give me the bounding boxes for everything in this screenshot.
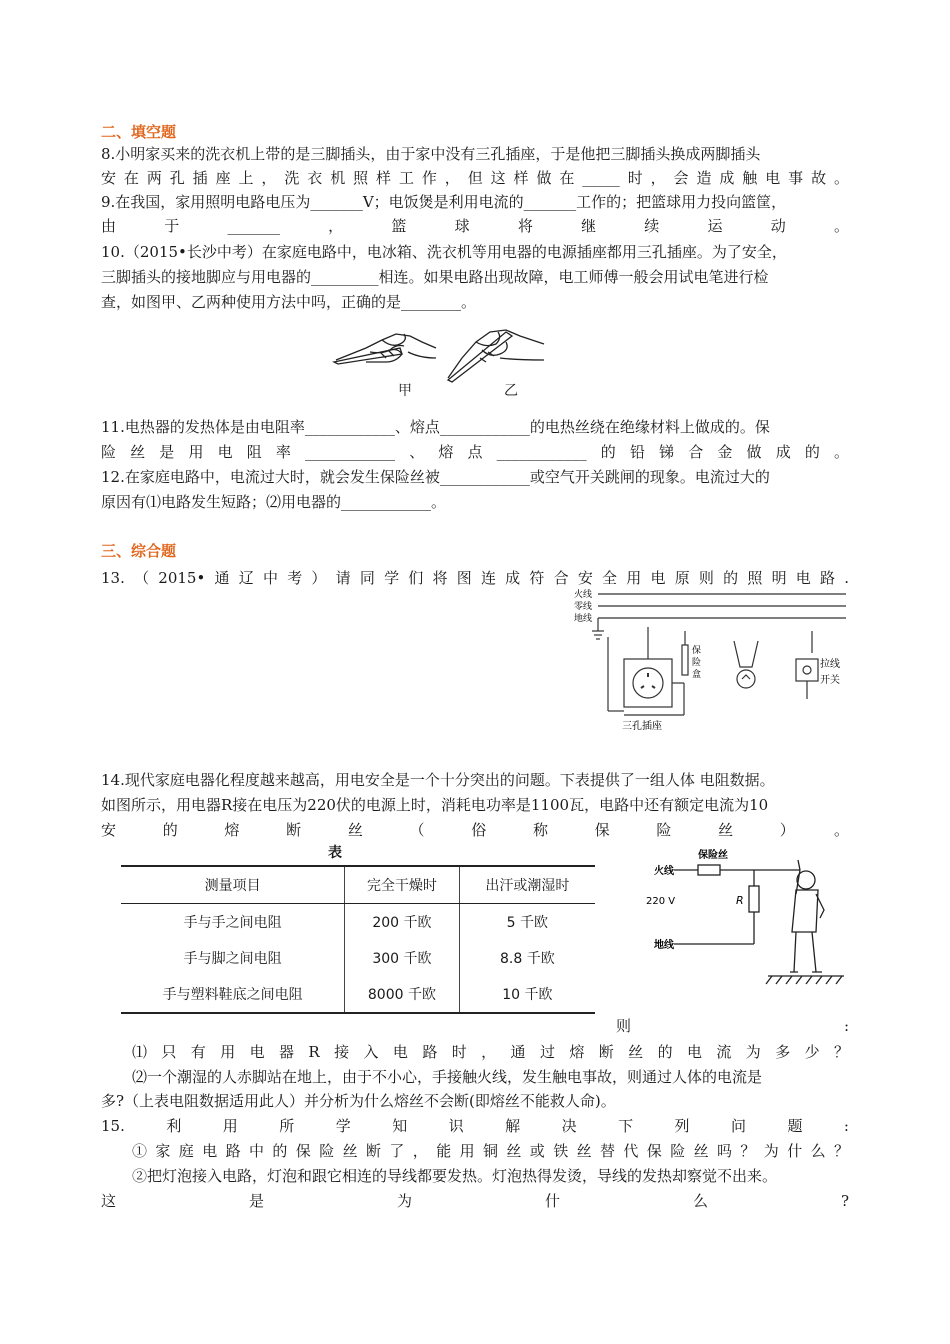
fuse — [698, 865, 720, 875]
table-cell: 8000 千欧 — [345, 976, 460, 1013]
label-fuse3: 盒 — [692, 670, 702, 680]
shock-circuit-figure — [640, 840, 850, 1000]
table-row — [121, 904, 595, 941]
table-cell: 5 千欧 — [506, 915, 549, 931]
label-r: R — [736, 894, 744, 907]
test-pen-figure — [330, 318, 554, 402]
table-cell: 200 千欧 — [345, 904, 460, 941]
q12-line1: 12.在家庭电路中，电流过大时，就会发生保险丝被____________或空气开关跳闸的现象。电流过大的 — [101, 468, 770, 486]
q13-line1: 13.（2015•通辽中考）请同学们将图连成符合安全用电原则的照明电路. — [101, 569, 849, 587]
table-cell: 手与脚之间电阻 — [183, 951, 282, 967]
label-live: 火线 — [574, 590, 593, 600]
label-voltage: 220 V — [646, 896, 676, 907]
label-switch1: 拉线 — [820, 659, 840, 670]
person-body — [792, 890, 818, 932]
q8-line1: 8.小明家买来的洗衣机上带的是三脚插头，由于家中没有三孔插座，于是他把三脚插头换成两脚插头 — [101, 145, 761, 163]
table-cell: 手与塑料鞋底之间电阻 — [121, 976, 345, 1013]
table-caption: 表 — [328, 845, 342, 861]
label-shock-fuse: 保险丝 — [698, 850, 728, 861]
pull-switch — [796, 659, 818, 681]
q10-line2: 三脚插头的接地脚应与用电器的_________相连。如果电路出现故障，电工师傅一般会用试电笔进行检 — [101, 268, 769, 286]
q15-sub1: ①家庭电路中的保险丝断了，能用铜丝或铁丝替代保险丝吗？为什么？ — [132, 1142, 849, 1160]
q10-line3: 查，如图甲、乙两种使用方法中吗，正确的是________。 — [101, 293, 477, 311]
q15-sub3: 这是为什么? — [101, 1192, 849, 1210]
q11-line1: 11.电热器的发热体是由电阻率____________、熔点____________的电热丝绕在绝缘材料上做成的。保 — [101, 418, 770, 436]
hand-yi-outline — [448, 330, 544, 378]
table-cell: 10 千欧 — [459, 976, 595, 1013]
table-header: 出汗或潮湿时 — [459, 866, 595, 904]
q12-line2: 原因有⑴电路发生短路；⑵用电器的____________。 — [101, 493, 447, 511]
table-row — [121, 940, 595, 976]
fuse-box — [682, 645, 688, 675]
table-header: 完全干燥时 — [345, 866, 460, 904]
q14-line2: 如图所示，用电器R接在电压为220伏的电源上时，消耗电功率是1100瓦，电路中还有额定电流为10 — [101, 796, 769, 814]
table-header: 测量项目 — [121, 866, 345, 904]
fig-label-yi: 乙 — [504, 383, 518, 399]
three-hole-socket — [624, 659, 672, 707]
label-switch2: 开关 — [820, 675, 840, 686]
q14-sub2a: ⑵一个潮湿的人赤脚站在地上，由于不小心，手接触火线，发生触电事故，则通过人体的电流是 — [132, 1068, 763, 1086]
label-neutral: 零线 — [574, 602, 593, 612]
section-title-fill: 二、填空题 — [101, 123, 177, 141]
q14-sub2b: 多?（上表电阻数据适用此人）并分析为什么熔丝不会断(即熔丝不能救人命)。 — [101, 1092, 616, 1110]
q9-line1: 9.在我国，家用照明电路电压为_______V；电饭煲是利用电流的_______工作的；把篮球用力投向篮筐， — [101, 193, 787, 211]
table-cell: 手与手之间电阻 — [183, 915, 282, 931]
q15-line1: 15.利用所学知识解决下列问题: — [101, 1117, 849, 1135]
fig-label-jia: 甲 — [398, 383, 412, 399]
q11-line2: 险丝是用电阻率____________、熔点____________的铅锑合金做成的。 — [101, 443, 849, 461]
label-fuse1: 保 — [692, 646, 702, 656]
label-socket: 三孔插座 — [622, 721, 662, 732]
table-cell: 300 千欧 — [345, 940, 460, 976]
q15-sub2: ②把灯泡接入电路，灯泡和跟它相连的导线都要发热。灯泡热得发烫，导线的发热却察觉不出来。 — [132, 1167, 778, 1185]
lighting-circuit-figure — [574, 587, 849, 737]
resistance-table — [121, 865, 595, 1014]
q8-line2: 安在两孔插座上，洗衣机照样工作，但这样做在_____时，会造成触电事故。 — [101, 169, 849, 187]
label-ground: 地线 — [574, 614, 593, 624]
q9-line2: 由于_______，篮球将继续运动。 — [101, 217, 849, 235]
bulb — [737, 670, 755, 688]
q14-then: 则: — [616, 1017, 849, 1035]
table-cell: 8.8 千欧 — [500, 951, 555, 967]
section-title-comp: 三、综合题 — [101, 542, 177, 560]
label-shock-ground: 地线 — [654, 940, 674, 951]
q14-sub1: ⑴只有用电器R接入电路时，通过熔断丝的电流为多少？ — [132, 1043, 849, 1061]
table-row — [121, 976, 595, 1013]
label-shock-live: 火线 — [654, 866, 674, 877]
q14-line1: 14.现代家庭电器化程度越来越高，用电安全是一个十分突出的问题。下表提供了一组人体 电阻数据。 — [101, 771, 775, 789]
person-legs — [794, 932, 816, 972]
q10-line1: 10.（2015•长沙中考）在家庭电路中，电冰箱、洗衣机等用电器的电源插座都用三孔插座。为了安全， — [101, 243, 787, 261]
q14-line3: 安的熔断丝（俗称保险丝）。 — [101, 821, 849, 839]
resistor-r — [749, 886, 759, 912]
label-fuse2: 险 — [692, 658, 702, 668]
